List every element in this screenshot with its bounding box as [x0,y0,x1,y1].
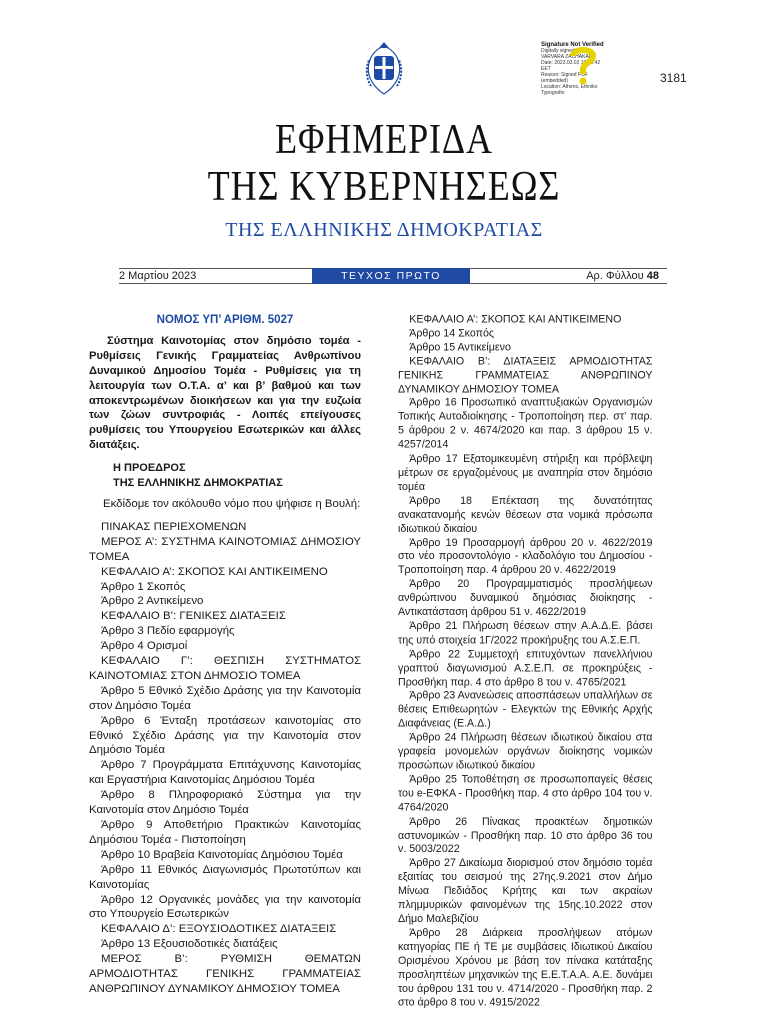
issue-sheet [586,269,659,283]
toc-entry: Άρθρο 6 Ένταξη προτάσεων καινοτομίας στο Εθνικό Σχέδιο Δράσης για την Καινοτομία στον Δημόσιο Τομέα [89,714,361,757]
toc-entry: Άρθρο 3 Πεδίο εφαρμογής [101,625,235,638]
signature-line: Digitally signed by [541,48,582,54]
president-line: Η ΠΡΟΕΔΡΟΣ [113,462,186,475]
toc-entry: ΜΕΡΟΣ Α’: ΣΥΣΤΗΜΑ ΚΑΙΝΟΤΟΜΙΑΣ ΔΗΜΟΣΙΟΥ ΤΟΜΕΑ [89,535,361,563]
signature-line: Location: Athens, Ethniko [541,84,598,90]
issue-sheet-label: Αρ. Φύλλου [586,270,644,282]
signature-line: VARVARA ZACHAKAKI [541,54,594,60]
toc-entry: ΜΕΡΟΣ Β’: ΡΥΘΜΙΣΗ ΘΕΜΑΤΩΝ ΑΡΜΟΔΙΟΤΗΤΑΣ ΓΕΝΙΚΗΣ ΓΡΑΜΜΑΤΕΙΑΣ ΑΝΘΡΩΠΙΝΟΥ ΔΥΝΑΜΙΚΟΥ ΔΗΜΟΣΙΟΥ ΤΟΜΕΑ [89,953,361,995]
issue-sheet-number: 48 [646,270,659,282]
toc-entry: Άρθρο 17 Εξατομικευμένη στήριξη και πρόβλεψη μέτρων σε εργαζομένους με αναπηρία στον δημόσιο τομέα [398,453,653,493]
toc-entry: Άρθρο 13 Εξουσιοδοτικές διατάξεις [101,938,278,951]
law-title: Σύστημα Καινοτομίας στον δημόσιο τομέα - Ρυθμίσεις Γενικής Γραμματείας Ανθρωπίνου Δυναμικού Δημοσίου Τομέα - Ρυθμίσεις για τη λειτουργία των Ο.Τ.Α. α’ και β’ βαθμού και των αποκεντρωμένων διοικήσεων και για την ευζωία των ζώων συντροφιάς - Λοιπές επείγουσες ρυθμίσεις του Υπουργείου Εσωτερικών και άλλες διατάξεις. [89,334,361,452]
toc-entry: Άρθρο 20 Προγραμματισμός προσλήψεων ανθρώπινου δυναμικού δημόσιας διοίκησης - Αντικατάσταση άρθρου 51 ν. 4622/2019 [398,578,653,619]
enactment-clause: Εκδίδομε τον ακόλουθο νόμο που ψήφισε η Βουλή: [103,497,361,510]
toc-entry: Άρθρο 11 Εθνικός Διαγωνισμός Πρωτοτύπων και Καινοτομίας [89,863,361,891]
toc-entry: ΚΕΦΑΛΑΙΟ Α’: ΣΚΟΠΟΣ ΚΑΙ ΑΝΤΙΚΕΙΜΕΝΟ [101,565,328,578]
masthead-subtitle: ΤΗΣ ΕΛΛΗΝΙΚΗΣ ΔΗΜΟΚΡΑΤΙΑΣ [225,219,543,241]
toc-entry: Άρθρο 27 Δικαίωμα διορισμού στον δημόσιο τομέα εξαιτίας του σεισμού της 27ης.9.2021 στον Δήμο Μίνωα Πεδιάδος Κρήτης και των ακραίων πλημμυρικών φαινομένων της 15ης.10.2022 στον Δήμο Μαλεβιζίου [398,857,653,925]
issue-date: 2 Μαρτίου 2023 [119,270,197,282]
masthead-title-line1: ΕΦΗΜΕΡΙΔΑ [275,117,493,163]
toc-entry: Άρθρο 5 Εθνικό Σχέδιο Δράσης για την Καινοτομία στον Δημόσιο Τομέα [89,684,361,712]
toc-entry: Άρθρο 21 Πλήρωση θέσεων στην Α.Α.Δ.Ε. βάσει της υπό στοιχεία 1Γ/2022 προκήρυξης του Α.Σ.Ε.Π. [398,620,653,646]
law-number: ΝΟΜΟΣ ΥΠ’ ΑΡΙΘΜ. 5027 [156,314,294,326]
signature-line: EET [541,66,551,72]
signature-title: Signature Not Verified [541,42,604,48]
signature-line: Date: 2023.03.02 19:40:42 [541,60,601,66]
toc-entry: ΚΕΦΑΛΑΙΟ Δ’: ΕΞΟΥΣΙΟΔΟΤΙΚΕΣ ΔΙΑΤΑΞΕΙΣ [101,923,337,936]
toc-entry: Άρθρο 9 Αποθετήριο Πρακτικών Καινοτομίας Δημόσιου Τομέα - Πιστοποίηση [89,819,361,846]
issue-series-badge: ΤΕΥΧΟΣ ΠΡΩΤΟ [312,268,470,284]
table-of-contents-right [398,313,652,1010]
signature-line: Reason: Signed PDF [541,72,588,78]
toc-entry: Άρθρο 4 Ορισμοί [101,640,188,653]
digital-signature-stamp [541,42,613,96]
toc-entry: Άρθρο 19 Προσαρμογή άρθρου 20 ν. 4622/2019 στο νέο προσοντολόγιο - κλαδολόγιο του Δημοσίου - Τροποποίηση παρ. 4 άρθρου 20 ν. 4622/2019 [398,537,653,577]
toc-entry: ΚΕΦΑΛΑΙΟ Α’: ΣΚΟΠΟΣ ΚΑΙ ΑΝΤΙΚΕΙΜΕΝΟ [409,313,622,326]
toc-entry: Άρθρο 23 Ανανεώσεις αποσπάσεων υπαλλήλων σε θέσεις Επιθεωρητών - Ελεγκτών της Εθνικής Αρχής Διαφάνειας (Ε.Α.Δ.) [398,690,653,730]
right-column [398,313,652,1010]
toc-entry: Άρθρο 12 Οργανικές μονάδες για την καινοτομία στο Υπουργείο Εσωτερικών [89,893,361,921]
toc-entry: Άρθρο 26 Πίνακας προακτέων δημοτικών αστυνομικών - Προσθήκη παρ. 10 στο άρθρο 36 του ν. 5003/2022 [398,815,653,856]
signature-question-mark-icon [563,44,603,86]
toc-entry: ΚΕΦΑΛΑΙΟ Β’: ΔΙΑΤΑΞΕΙΣ ΑΡΜΟΔΙΟΤΗΤΑΣ ΓΕΝΙΚΗΣ ΓΡΑΜΜΑΤΕΙΑΣ ΑΝΘΡΩΠΙΝΟΥ ΔΥΝΑΜΙΚΟΥ ΔΗΜΟΣΙΟΥ ΤΟΜΕΑ [398,355,653,395]
toc-entry: Άρθρο 22 Συμμετοχή επιτυχόντων πανελλήνιου γραπτού διαγωνισμού Α.Σ.Ε.Π. σε προκηρύξεις - Προσθήκη παρ. 4 στο άρθρο 8 του ν. 4765/2021 [398,648,653,688]
masthead-title-line2: ΤΗΣ ΚΥΒΕΡΝΗΣΕΩΣ [207,164,561,210]
toc-entry: Άρθρο 18 Επέκταση της δυνατότητας ανακατανομής κενών θέσεων στα νομικά πρόσωπα ιδιωτικού δικαίου [398,495,653,535]
toc-entry: Άρθρο 16 Προσωπικό αναπτυξιακών Οργανισμών Τοπικής Αυτοδιοίκησης - Τροποποίηση περ. στ’ παρ. 5 άρθρου 2 ν. 4674/2020 και παρ. 3 άρθρου 15 ν. 4257/2014 [398,397,653,451]
toc-entry: Άρθρο 10 Βραβεία Καινοτομίας Δημόσιου Τομέα [101,848,343,861]
toc-entry: ΚΕΦΑΛΑΙΟ Β’: ΓΕΝΙΚΕΣ ΔΙΑΤΑΞΕΙΣ [101,610,286,623]
table-of-contents-left [89,520,361,997]
toc-entry: Άρθρο 8 Πληροφοριακό Σύστημα για την Καινοτομία στον Δημόσιο Τομέα [89,789,361,817]
toc-entry: Άρθρο 7 Προγράμματα Επιτάχυνσης Καινοτομίας και Εργαστήρια Καινοτομίας Δημόσιου Τομέα [89,759,361,787]
page-number: 3181 [660,71,687,85]
left-column [89,313,361,997]
toc-entry: ΚΕΦΑΛΑΙΟ Γ’: ΘΕΣΠΙΣΗ ΣΥΣΤΗΜΑΤΟΣ ΚΑΙΝΟΤΟΜΙΑΣ ΣΤΟΝ ΔΗΜΟΣΙΟ ΤΟΜΕΑ [89,655,361,682]
signature-line: Typografio [541,90,565,96]
president-line: ΤΗΣ ΕΛΛΗΝΙΚΗΣ ΔΗΜΟΚΡΑΤΙΑΣ [113,477,283,490]
toc-entry: Άρθρο 25 Τοποθέτηση σε προσωποπαγείς θέσεις του e-ΕΦΚΑ - Προσθήκη παρ. 4 στο άρθρο 104 του ν. 4764/2020 [398,774,653,814]
toc-entry: Άρθρο 24 Πλήρωση θέσεων ιδιωτικού δικαίου στα γραφεία μονομελών οργάνων διοίκησης νομικών προσώπων ιδιωτικού δικαίου [398,732,653,772]
toc-entry: Άρθρο 15 Αντικείμενο [409,341,511,354]
toc-entry: ΠΙΝΑΚΑΣ ΠΕΡΙΕΧΟΜΕΝΩΝ [101,520,247,533]
signature-line: (embedded) [541,78,568,84]
toc-entry: Άρθρο 2 Αντικείμενο [101,595,204,608]
toc-entry: Άρθρο 28 Διάρκεια προσλήψεων ατόμων κατηγορίας ΠΕ ή ΤΕ με συμβάσεις Ιδιωτικού Δικαίου Ορισμένου Χρόνου με βάση τον πίνακα κατάταξης προσληπτέων μηχανικών της Ε.Ε.Τ.Α.Α. Α.Ε. δυνάμει του άρθρου 131 του ν. 4714/2020 - Προσθήκη παρ. 2 στο άρθρο 8 του ν. 4915/2022 [398,927,653,1009]
toc-entry: Άρθρο 14 Σκοπός [409,327,495,340]
issue-bar [119,268,667,284]
toc-entry: Άρθρο 1 Σκοπός [101,580,186,593]
greek-coat-of-arms-emblem [357,40,411,96]
